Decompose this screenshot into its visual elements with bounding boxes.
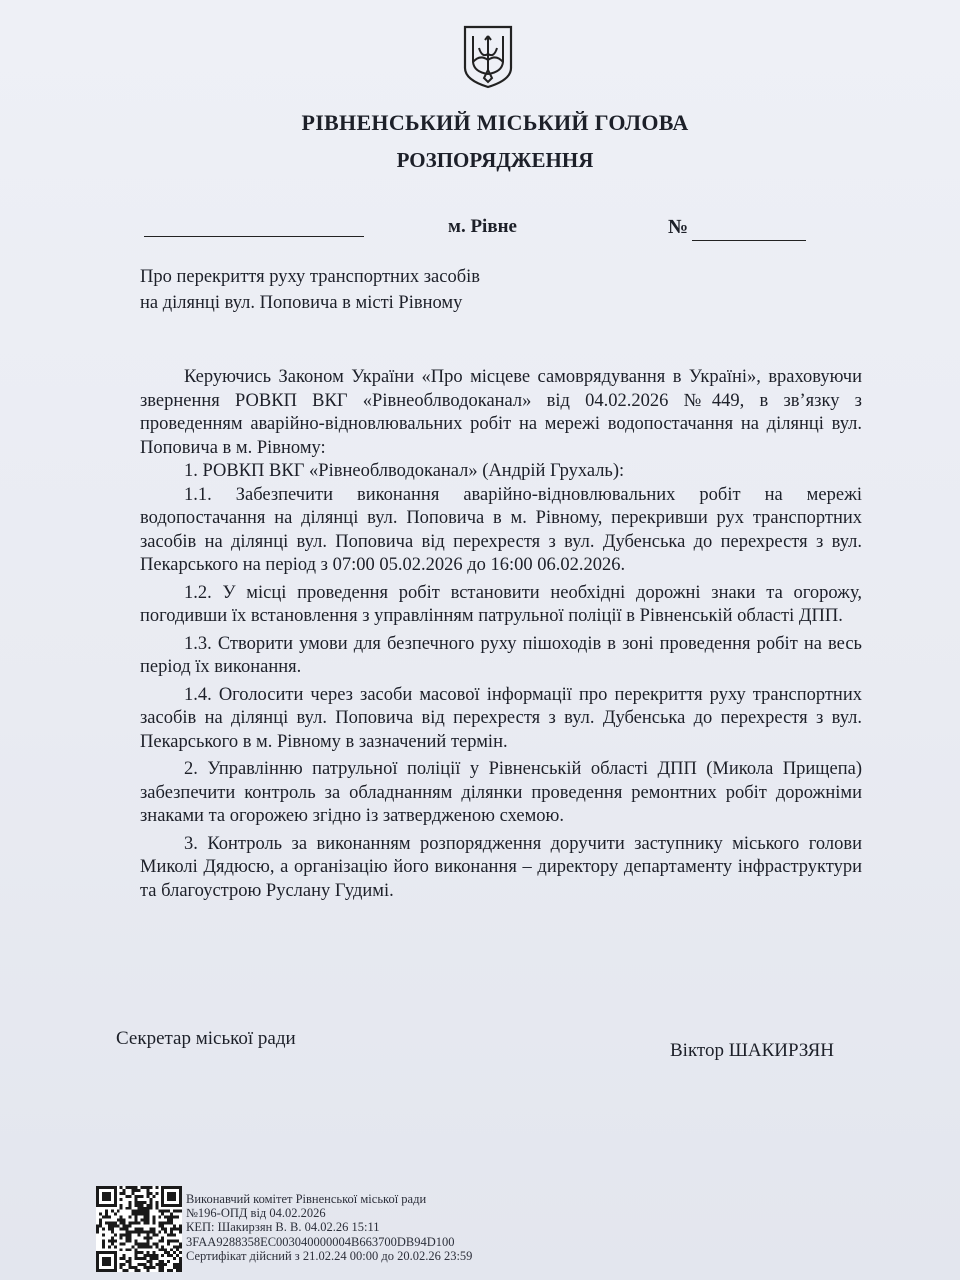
electronic-signature-stamp [186,1192,472,1263]
subject-block [140,264,480,316]
stamp-line-serial: 3FAA9288358EC003040000004B663700DB94D100 [186,1234,455,1249]
item-1: 1. РОВКП ВКГ «Рівнеоблводоканал» (Андрій Грухаль): [184,461,625,481]
subject-line-2: на ділянці вул. Поповича в місті Рівному [140,293,463,313]
tryzub-coat-of-arms-icon [462,24,514,90]
item-1-3: 1.3. Створити умови для безпечного руху пішоходів в зоні проведення робіт на весь період їх виконання. [140,633,862,677]
signatory-name: Віктор ШАКИРЗЯН [670,1040,835,1061]
stamp-line-number: №196-ОПД від 04.02.2026 [186,1206,326,1221]
document-type: РОЗПОРЯДЖЕННЯ [396,148,594,172]
org-title: РІВНЕНСЬКИЙ МІСЬКИЙ ГОЛОВА [301,110,689,135]
preamble: Керуючись Законом України «Про місцеве самоврядування в Україні», враховуючи звернення РОВКП ВКГ «Рівнеоблводоканал» від 04.02.2026 №449, в зв’язку з проведенням аварійно-відновлювальних робіт на мережі водопостачання на ділянці вул. Поповича в м. Рівному: [140,367,862,458]
item-1-1: 1.1. Забезпечити виконання аварійно-відновлювальних робіт на мережі водопостачання на ділянці вул. Поповича в м. Рівному, перекривши рух транспортних засобів на ділянці вул. Поповича від перехрестя з вул. Дубенська до перехрестя з вул. Пекарського на період з 07:00 05.02.2026 до 16:00 06.02.2026. [140,484,862,575]
date-blank-line [144,236,364,237]
qr-code-icon [96,1186,182,1272]
number-label: № [668,216,689,238]
city-label: м. Рівне [448,216,517,237]
stamp-line-kep: КЕП: Шакирзян В. В. 04.02.26 15:11 [186,1220,380,1235]
stamp-line-org: Виконавчий комітет Рівненської міської ради [186,1192,427,1206]
item-1-2: 1.2. У місці проведення робіт встановити необхідні дорожні знаки та огорожу, погодивши їх встановлення з управлінням патрульної поліції в Рівненській області ДПП. [140,582,862,626]
signatory-position: Секретар міської ради [116,1028,296,1049]
item-2: 2. Управлінню патрульної поліції у Рівненській області ДПП (Микола Прищепа) забезпечити контроль за обладнанням ділянки проведення ремонтних робіт дорожніми знаками та огорожею згідно із затвердженою схемою. [140,759,862,826]
item-1-4: 1.4. Оголосити через засоби масової інформації про перекриття руху транспортних засобів на ділянці вул. Поповича від перехрестя з вул. Дубенська до перехрестя з вул. Пекарського в м. Рівному в зазначений термін. [140,684,862,752]
item-3: 3. Контроль за виконанням розпорядження доручити заступнику міського голови Миколі Дядюсю, а організацію його виконання – директору департаменту інфраструктури та благоустрою Руслану Гудимі. [140,833,862,901]
stamp-line-validity: Сертифікат дійсний з 21.02.24 00:00 до 20.02.26 23:59 [186,1248,473,1263]
document-body [140,366,862,903]
number-blank-line [692,240,806,241]
subject-line-1: Про перекриття руху транспортних засобів [140,267,481,287]
